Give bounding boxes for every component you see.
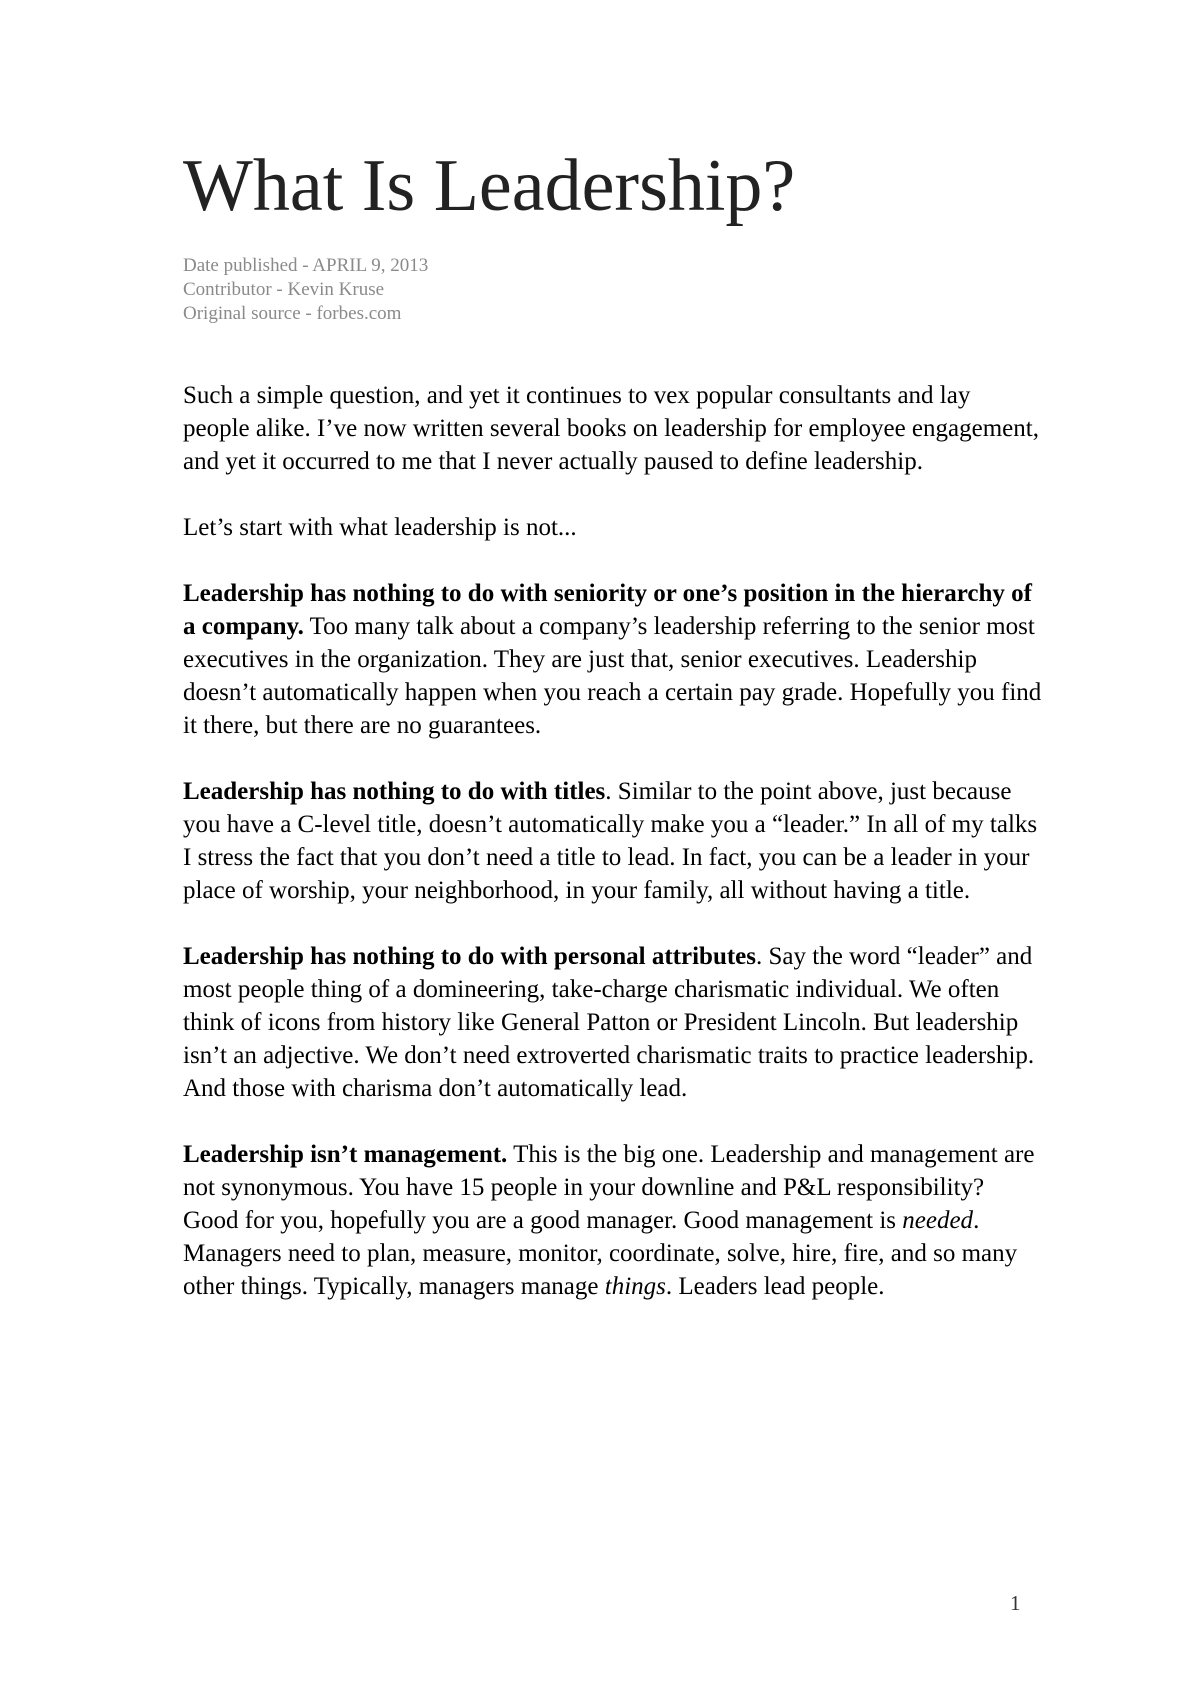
paragraph-intro: Such a simple question, and yet it continues to vex popular consultants and lay people alike. I’ve now written several books on leadership for employee engagement, and yet it occurred to me that I never actually paused to define leadership. (183, 382, 1039, 475)
paragraph-not: Let’s start with what leadership is not... (183, 514, 577, 541)
paragraph-text: . Similar to the point above, just because you have a C-level title, doesn’t automatically make you a “leader.” In all of my talks I stress the fact that you don’t need a title to lead. In fact, you can be a leader in your place of worship, your neighborhood, in your family, all without having a title. (183, 778, 1038, 904)
article-metadata (183, 254, 883, 326)
page-number: 1 (1010, 1591, 1021, 1615)
paragraph-attributes (183, 940, 1043, 1105)
emphasis-needed: needed (902, 1207, 974, 1234)
article-body (183, 379, 1043, 1303)
original-source: Original source - forbes.com (183, 303, 402, 324)
paragraph-titles (183, 775, 1043, 907)
paragraph-heading: Leadership has nothing to do with personal attributes (183, 943, 756, 970)
paragraph-heading: Leadership has nothing to do with seniority or one’s position in the hierarchy of a company. (183, 580, 1032, 640)
paragraph-heading: Leadership has nothing to do with titles (183, 778, 606, 805)
date-published: Date published - APRIL 9, 2013 (183, 255, 429, 276)
article-title: What Is Leadership? (183, 145, 796, 227)
paragraph-text: . Leaders lead people. (665, 1273, 885, 1300)
paragraph-seniority (183, 577, 1043, 742)
paragraph-management (183, 1138, 1043, 1303)
paragraph-text: This is the big one. Leadership and management are not synonymous. You have 15 people in your downline and P&L responsibility? Good for you, hopefully you are a good manager. Good management is (183, 1141, 1035, 1234)
paragraph-text: . Say the word “leader” and most people thing of a domineering, take-charge charismatic individual. We often think of icons from history like General Patton or President Lincoln. But leadership isn’t an adjective. We don’t need extroverted charismatic traits to practice leadership. And those with charisma don’t automatically lead. (183, 943, 1035, 1102)
paragraph-text: . Managers need to plan, measure, monitor, coordinate, solve, hire, fire, and so many other things. Typically, managers manage (183, 1207, 1018, 1300)
paragraph-text: Too many talk about a company’s leadership referring to the senior most executives in the organization. They are just that, senior executives. Leadership doesn’t automatically happen when you reach a certain pay grade. Hopefully you find it there, but there are no guarantees. (183, 613, 1042, 739)
contributor: Contributor - Kevin Kruse (183, 279, 385, 300)
paragraph-heading: Leadership isn’t management. (183, 1141, 508, 1168)
emphasis-things: things (604, 1273, 666, 1300)
